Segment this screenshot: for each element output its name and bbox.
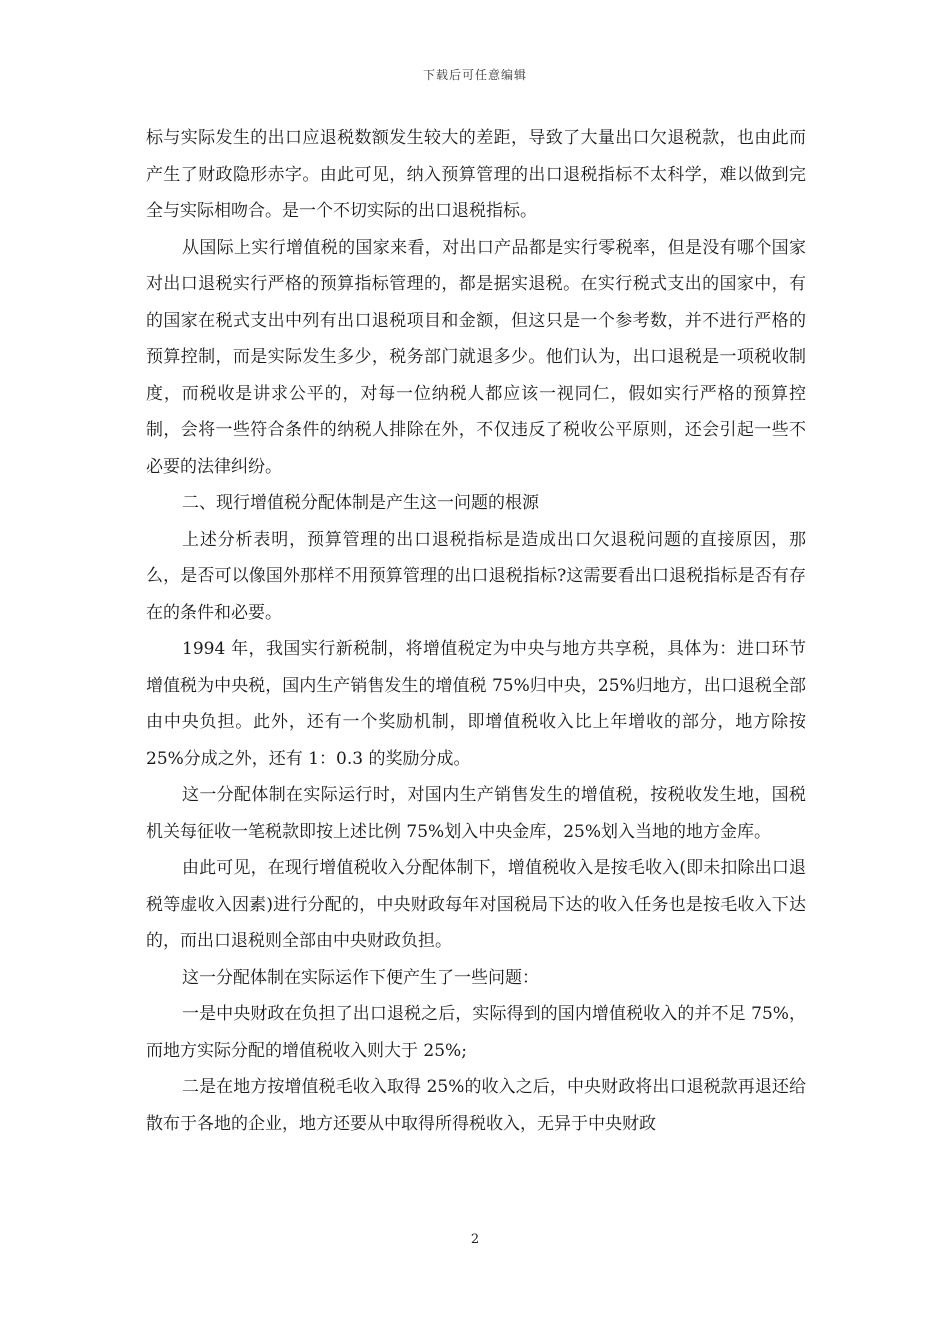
paragraph-4: 1994 年，我国实行新税制，将增值税定为中央与地方共享税，具体为：进口环节增值税为中央税，国内生产销售发生的增值税 75%归中央，25%归地方，出口退税全部由中央负担。此外，还有一个奖励机制，即增值税收入比上年增收的部分，地方除按 25%分成之外，还有 1：0.3 的奖励分成。 xyxy=(146,639,806,769)
paragraph-3: 上述分析表明，预算管理的出口退税指标是造成出口欠退税问题的直接原因，那么，是否可以像国外那样不用预算管理的出口退税指标?这需要看出口退税指标是否有存在的条件和必要。 xyxy=(146,529,806,623)
section-heading: 二、现行增值税分配体制是产生这一问题的根源 xyxy=(182,493,539,513)
paragraph-8: 一是中央财政在负担了出口退税之后，实际得到的国内增值税收入的并不足 75%，而地方实际分配的增值税收入则大于 25%; xyxy=(146,1004,806,1061)
paragraph-5: 这一分配体制在实际运行时，对国内生产销售发生的增值税，按税收发生地，国税机关每征收一笔税款即按上述比例 75%划入中央金库，25%划入当地的地方金库。 xyxy=(146,785,806,842)
paragraph-2: 从国际上实行增值税的国家来看，对出口产品都是实行零税率，但是没有哪个国家对出口退税实行严格的预算指标管理的，都是据实退税。在实行税式支出的国家中，有的国家在税式支出中列有出口退税项目和金额，但这只是一个参考数，并不进行严格的预算控制，而是实际发生多少，税务部门就退多少。他们认为，出口退税是一项税收制度，而税收是讲求公平的，对每一位纳税人都应该一视同仁，假如实行严格的预算控制，会将一些符合条件的纳税人排除在外，不仅违反了税收公平原则，还会引起一些不必要的法律纠纷。 xyxy=(146,237,806,477)
document-body xyxy=(146,120,806,1142)
page-number: 2 xyxy=(470,1232,480,1247)
paragraph-9: 二是在地方按增值税毛收入取得 25%的收入之后，中央财政将出口退税款再退还给散布于各地的企业，地方还要从中取得所得税收入，无异于中央财政 xyxy=(146,1077,806,1134)
page-header: 下载后可任意编辑 xyxy=(422,68,527,82)
paragraph-6: 由此可见，在现行增值税收入分配体制下，增值税收入是按毛收入(即未扣除出口退税等虚收入因素)进行分配的，中央财政每年对国税局下达的收入任务也是按毛收入下达的，而出口退税则全部由中央财政负担。 xyxy=(146,858,806,951)
paragraph-1: 标与实际发生的出口应退税数额发生较大的差距，导致了大量出口欠退税款，也由此而产生了财政隐形赤字。由此可见，纳入预算管理的出口退税指标不太科学，难以做到完全与实际相吻合。是一个不切实际的出口退税指标。 xyxy=(146,128,806,221)
paragraph-7: 这一分配体制在实际运作下便产生了一些问题： xyxy=(182,967,539,988)
